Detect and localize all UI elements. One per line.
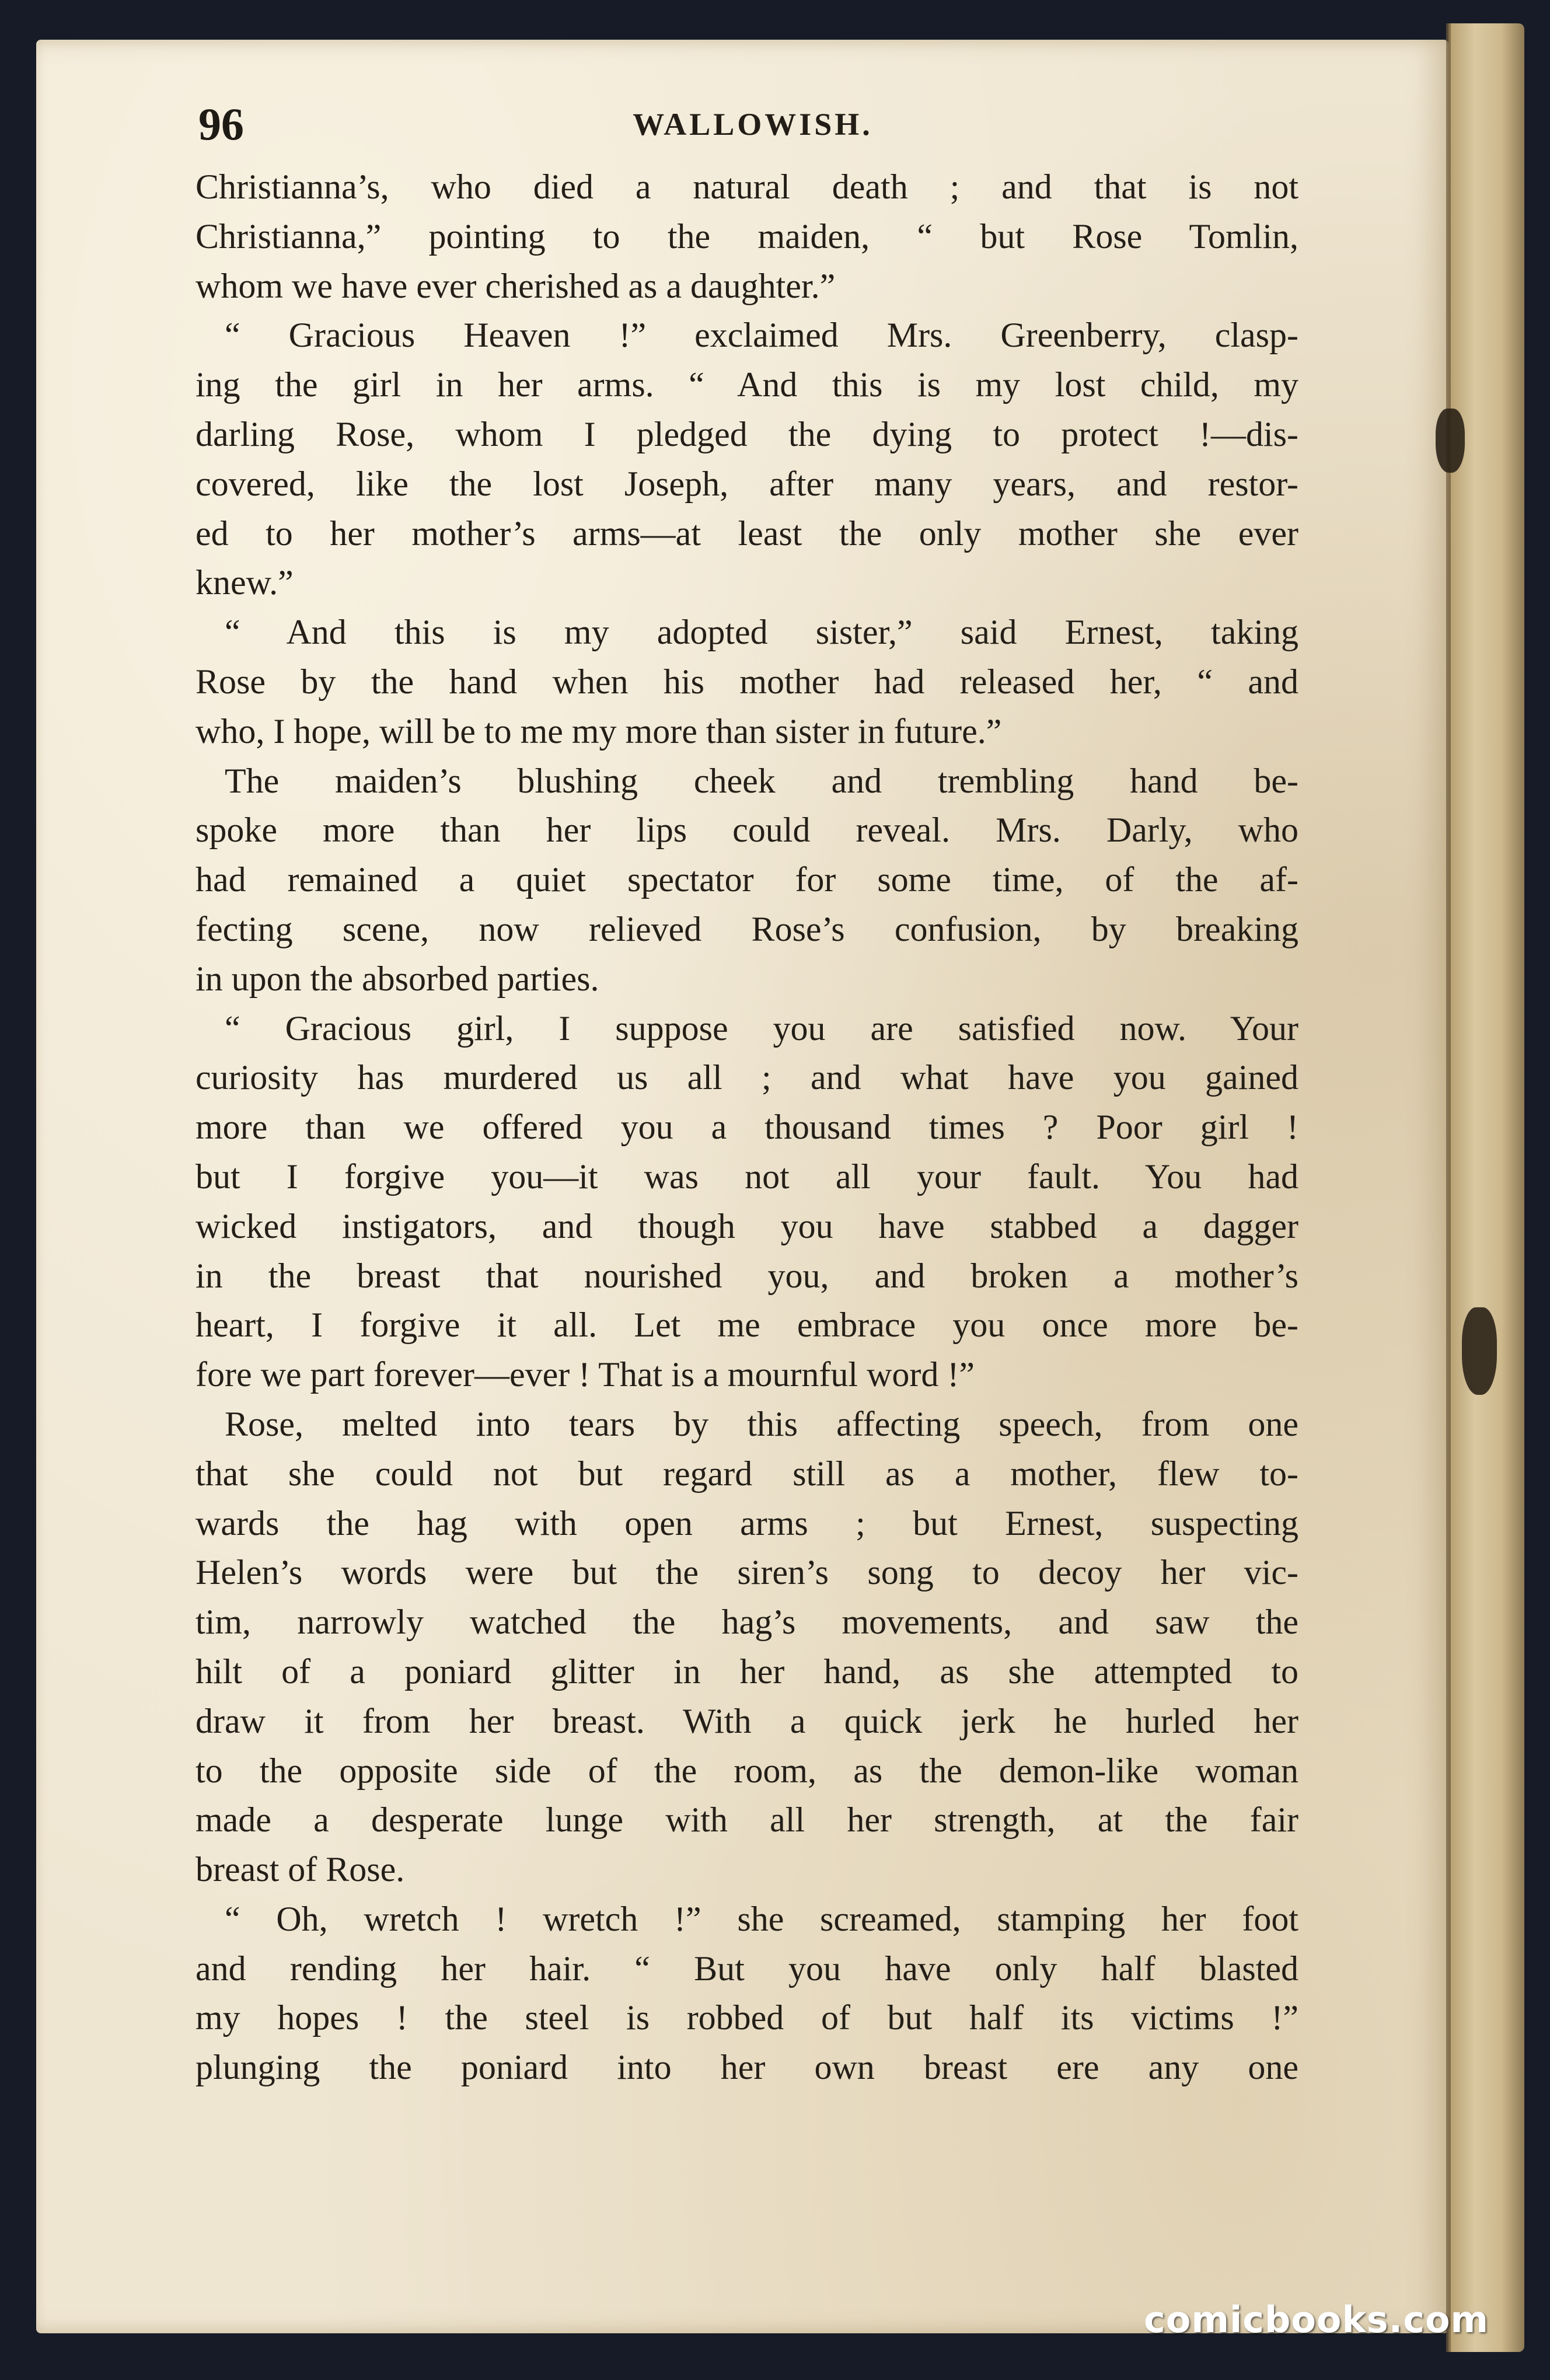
text-line: ed to her mother’s arms—at least the only mother she ever (196, 514, 1298, 553)
text-line: whom we have ever cherished as a daughter.” (196, 266, 836, 305)
text-line: wicked instigators, and though you have stabbed a dagger (196, 1206, 1298, 1245)
binding-thread-mark (1436, 409, 1465, 473)
text-line: made a desperate lunge with all her strength, at the fair (196, 1800, 1298, 1840)
text-line: tim, narrowly watched the hag’s movements, and saw the (196, 1603, 1298, 1642)
body-text (196, 162, 1298, 2092)
text-line: “ Gracious girl, I suppose you are satisfied now. Your (225, 1008, 1298, 1048)
page-number: 96 (198, 99, 244, 149)
text-line: heart, I forgive it all. Let me embrace you once more be- (196, 1306, 1298, 1345)
text-line: my hopes ! the steel is robbed of but half its victims !” (196, 1998, 1298, 2037)
text-line: fore we part forever—ever ! That is a mournful word !” (196, 1355, 975, 1394)
binding-crease (1446, 23, 1451, 2352)
text-line: had remained a quiet spectator for some time, of the af- (196, 860, 1298, 899)
next-page-edge (1448, 23, 1524, 2352)
text-line: darling Rose, whom I pledged the dying to protect !—dis- (196, 414, 1298, 453)
text-line: more than we offered you a thousand times ? Poor girl ! (196, 1108, 1298, 1147)
text-line: who, I hope, will be to me my more than sister in future.” (196, 711, 1002, 751)
text-line: and rending her hair. “ But you have only half blasted (196, 1949, 1298, 1988)
text-line: “ Oh, wretch ! wretch !” she screamed, stamping her foot (225, 1899, 1298, 1938)
text-line: hilt of a poniard glitter in her hand, as she attempted to (196, 1652, 1298, 1691)
text-line: that she could not but regard still as a mother, flew to- (196, 1454, 1298, 1493)
watermark-logo: comicbooks.com (1144, 2298, 1489, 2341)
text-line: covered, like the lost Joseph, after many years, and restor- (196, 464, 1298, 503)
text-line: curiosity has murdered us all ; and what have you gained (196, 1058, 1298, 1097)
text-line: knew.” (196, 563, 294, 602)
binding-thread-mark (1462, 1307, 1497, 1395)
text-line: Christianna’s, who died a natural death ; and that is not (196, 167, 1298, 206)
text-line: Rose by the hand when his mother had released her, “ and (196, 662, 1298, 701)
page-header (198, 98, 1366, 151)
text-line: “ And this is my adopted sister,” said Ernest, taking (225, 613, 1298, 652)
text-line: plunging the poniard into her own breast ere any one (196, 2048, 1298, 2087)
text-line: draw it from her breast. With a quick jerk he hurled her (196, 1701, 1298, 1740)
text-line: wards the hag with open arms ; but Ernest, suspecting (196, 1503, 1298, 1543)
text-line: “ Gracious Heaven !” exclaimed Mrs. Greenberry, clasp- (225, 316, 1298, 355)
text-line: in upon the absorbed parties. (196, 959, 599, 998)
text-line: in the breast that nourished you, and broken a mother’s (196, 1256, 1298, 1295)
text-line: The maiden’s blushing cheek and trembling hand be- (225, 761, 1298, 800)
text-line: ing the girl in her arms. “ And this is my lost child, my (196, 365, 1298, 404)
text-line: but I forgive you—it was not all your fault. You had (196, 1157, 1298, 1196)
text-line: spoke more than her lips could reveal. Mrs. Darly, who (196, 811, 1298, 850)
text-line: Rose, melted into tears by this affecting speech, from one (225, 1404, 1298, 1443)
text-line: Christianna,” pointing to the maiden, “ but Rose Tomlin, (196, 217, 1298, 256)
text-line: to the opposite side of the room, as the demon-like woman (196, 1751, 1298, 1790)
text-line: breast of Rose. (196, 1850, 405, 1889)
running-head: WALLOWISH. (633, 107, 873, 142)
text-line: fecting scene, now relieved Rose’s confusion, by breaking (196, 909, 1298, 948)
text-line: Helen’s words were but the siren’s song to decoy her vic- (196, 1553, 1298, 1592)
